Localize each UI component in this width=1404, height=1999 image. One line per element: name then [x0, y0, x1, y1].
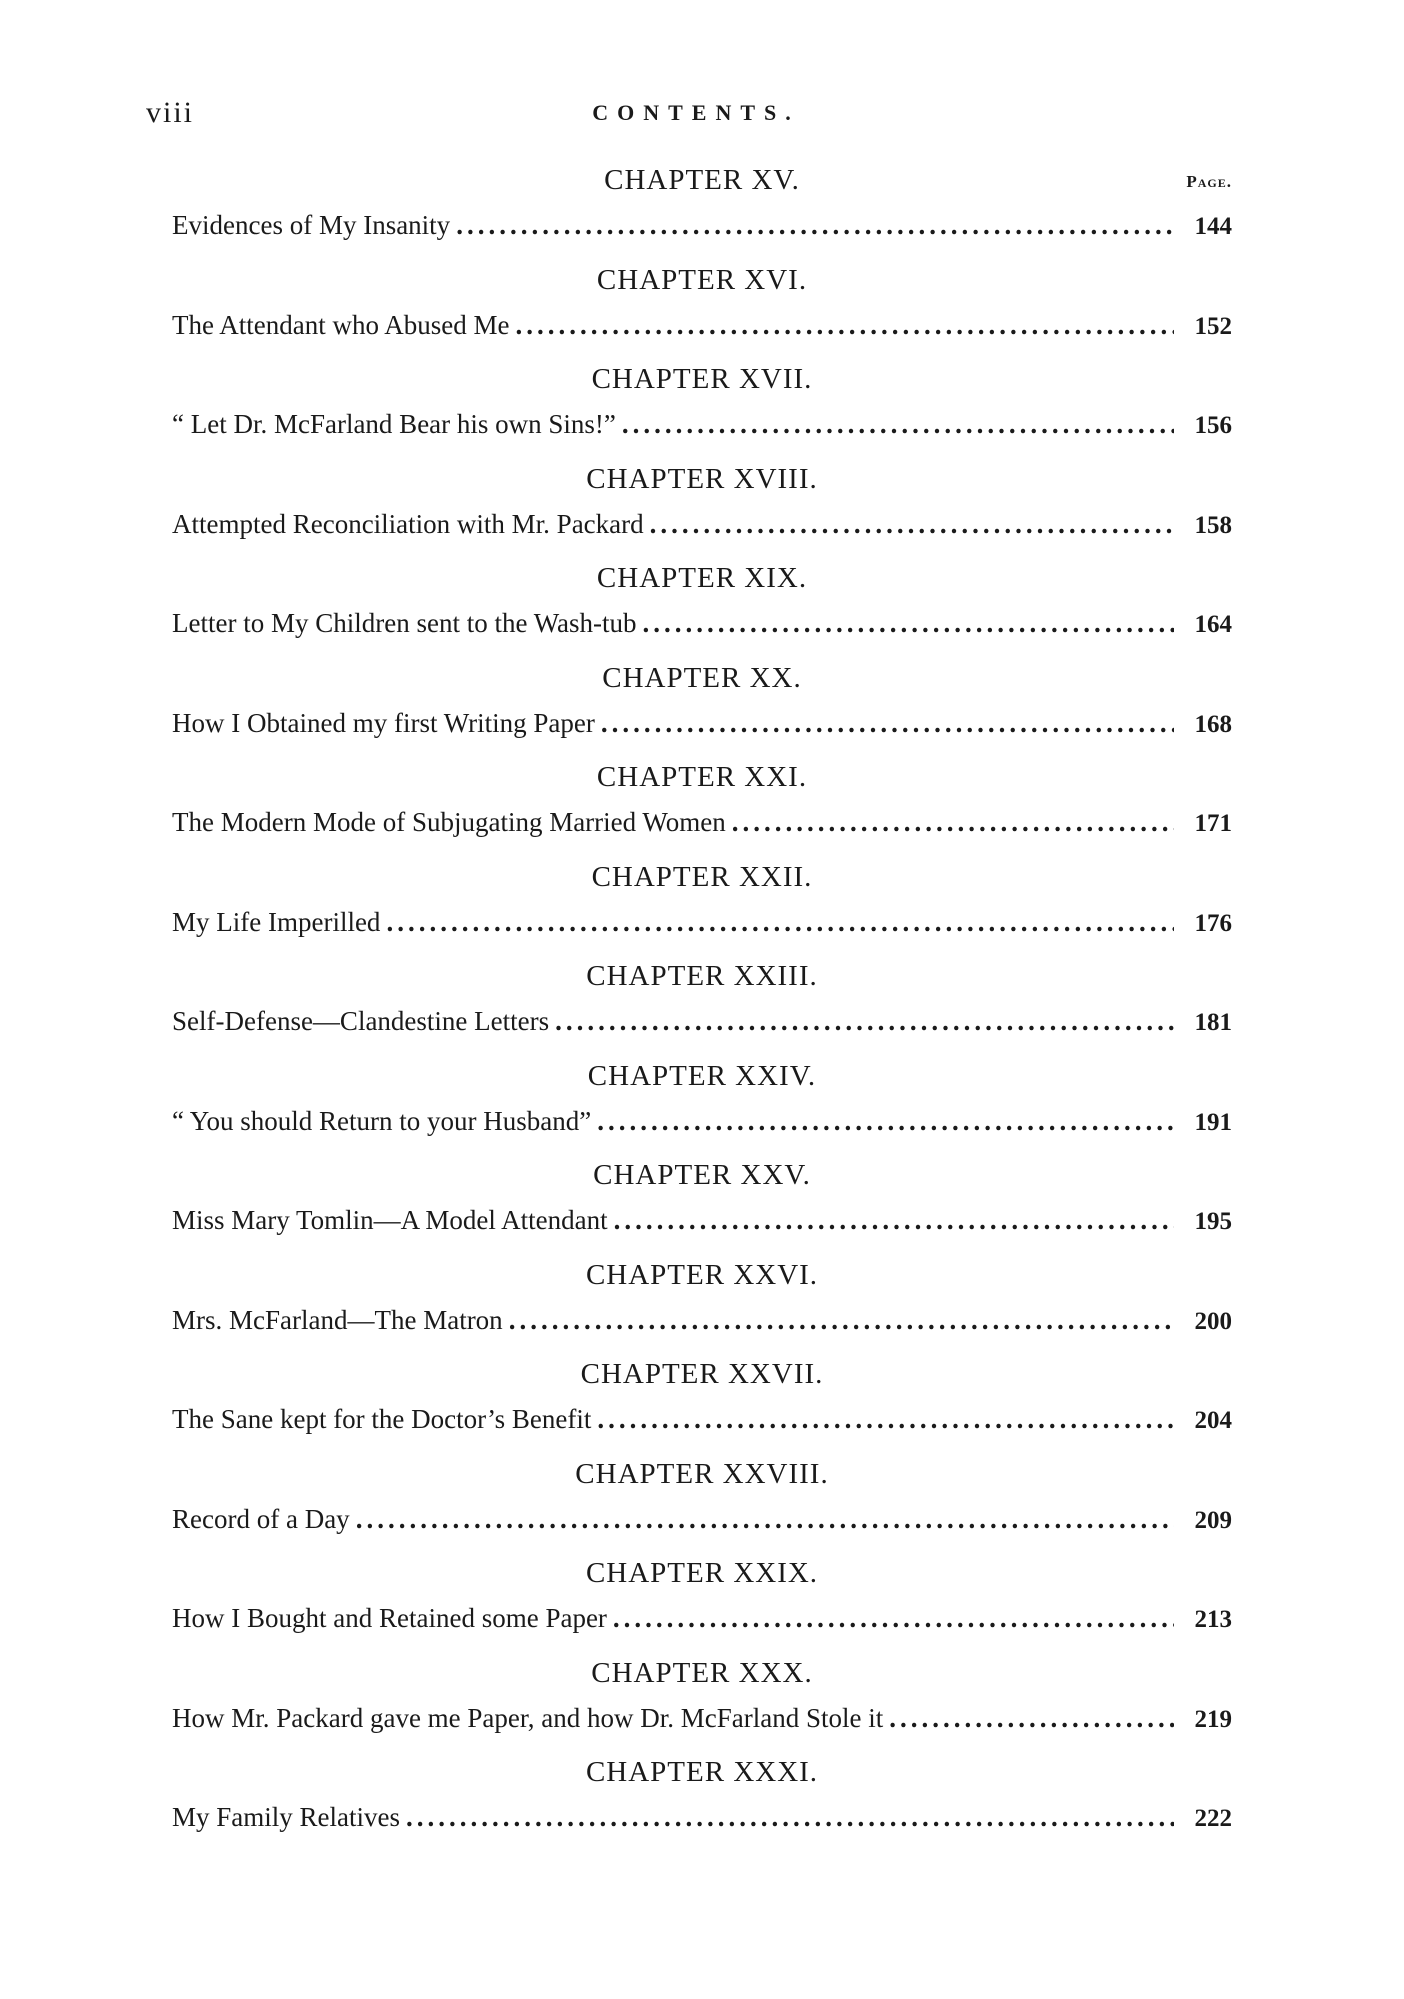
chapter-heading: CHAPTER XXV. — [593, 1159, 811, 1191]
toc-entry — [172, 1006, 1232, 1044]
chapter-block — [172, 855, 1232, 955]
table-of-contents — [172, 158, 1232, 1850]
chapter-page-number: 191 — [1194, 1108, 1232, 1136]
chapter-block — [172, 954, 1232, 1054]
toc-entry — [172, 608, 1232, 646]
running-title: CONTENTS. — [592, 100, 800, 125]
chapter-title: The Sane kept for the Doctor’s Benefit — [172, 1404, 592, 1434]
chapter-title: Mrs. McFarland—The Matron — [172, 1304, 503, 1335]
chapter-title: Evidences of My Insanity — [172, 210, 451, 240]
chapter-block — [172, 457, 1232, 557]
chapter-title: How I Obtained my first Writing Paper — [172, 707, 595, 738]
chapter-block — [172, 1750, 1232, 1850]
chapter-page-number: 158 — [1194, 511, 1232, 539]
dot-leader — [386, 907, 1174, 938]
chapter-heading: CHAPTER XX. — [602, 661, 802, 694]
toc-entry — [172, 1802, 1232, 1840]
chapter-block — [172, 656, 1232, 756]
toc-entry — [172, 1305, 1232, 1343]
chapter-page-number: 168 — [1194, 710, 1232, 738]
chapter-heading: CHAPTER XV. — [604, 164, 800, 196]
chapter-title: The Modern Mode of Subjugating Married Women — [172, 807, 726, 837]
chapter-heading: CHAPTER XXX. — [591, 1656, 813, 1689]
page-number: viii — [146, 96, 195, 129]
chapter-title: Letter to My Children sent to the Wash-tub — [172, 608, 637, 638]
chapter-block — [172, 1153, 1232, 1253]
toc-entry — [172, 907, 1232, 945]
chapter-heading: CHAPTER XVII. — [591, 363, 813, 395]
dot-leader — [601, 708, 1174, 739]
chapter-title: Miss Mary Tomlin—A Model Attendant — [172, 1205, 608, 1235]
toc-entry — [172, 310, 1232, 348]
toc-entry — [172, 409, 1232, 447]
chapter-block — [172, 258, 1232, 358]
chapter-block — [172, 1452, 1232, 1552]
toc-entry — [172, 807, 1232, 845]
chapter-title: The Attendant who Abused Me — [172, 309, 510, 340]
chapter-title: Attempted Reconciliation with Mr. Packard — [172, 508, 644, 539]
chapter-title: “ Let Dr. McFarland Bear his own Sins!” — [172, 409, 616, 439]
chapter-block — [172, 556, 1232, 656]
chapter-heading: CHAPTER XXVIII. — [575, 1457, 829, 1490]
dot-leader — [406, 1802, 1174, 1833]
chapter-title: How I Bought and Retained some Paper — [172, 1603, 607, 1633]
toc-entry — [172, 708, 1232, 746]
chapter-page-number: 156 — [1194, 412, 1232, 439]
chapter-heading: CHAPTER XXXI. — [585, 1756, 819, 1788]
chapter-block — [172, 1352, 1232, 1452]
chapter-block — [172, 1054, 1232, 1154]
dot-leader — [614, 1205, 1174, 1236]
dot-leader — [597, 1106, 1174, 1137]
chapter-page-number: 195 — [1194, 1208, 1232, 1235]
chapter-heading: CHAPTER XXII. — [591, 860, 813, 893]
page-column-label: Page. — [1186, 172, 1232, 191]
toc-entry — [172, 210, 1232, 248]
chapter-block — [172, 1651, 1232, 1751]
chapter-block — [172, 755, 1232, 855]
chapter-page-number: 209 — [1194, 1506, 1232, 1534]
dot-leader — [456, 210, 1174, 241]
chapter-title: My Life Imperilled — [172, 906, 381, 937]
chapter-page-number: 219 — [1194, 1705, 1232, 1733]
dot-leader — [555, 1006, 1174, 1037]
chapter-page-number: 213 — [1194, 1606, 1232, 1633]
dot-leader — [622, 409, 1174, 440]
toc-entry — [172, 1205, 1232, 1243]
toc-entry — [172, 1404, 1232, 1442]
chapter-block — [172, 158, 1232, 258]
dot-leader — [356, 1504, 1174, 1535]
chapter-block — [172, 1551, 1232, 1651]
chapter-page-number: 171 — [1194, 810, 1232, 837]
chapter-heading: CHAPTER XXIV. — [587, 1059, 817, 1092]
chapter-page-number: 181 — [1194, 1009, 1232, 1036]
toc-entry — [172, 1603, 1232, 1641]
chapter-page-number: 204 — [1194, 1407, 1232, 1434]
running-head — [146, 96, 1246, 136]
chapter-page-number: 164 — [1194, 611, 1232, 638]
chapter-heading: CHAPTER XXIII. — [586, 960, 818, 992]
toc-entry — [172, 509, 1232, 547]
chapter-heading: CHAPTER XXI. — [596, 761, 808, 793]
chapter-heading: CHAPTER XXVII. — [580, 1358, 824, 1390]
toc-entry — [172, 1504, 1232, 1542]
chapter-heading: CHAPTER XXVI. — [585, 1258, 819, 1291]
chapter-title: “ You should Return to your Husband” — [172, 1105, 592, 1136]
dot-leader — [509, 1305, 1174, 1336]
chapter-page-number: 222 — [1194, 1805, 1232, 1832]
chapter-page-number: 152 — [1194, 312, 1232, 340]
chapter-title: Record of a Day — [172, 1503, 350, 1534]
dot-leader — [889, 1703, 1174, 1734]
chapter-heading: CHAPTER XVI. — [596, 263, 808, 296]
toc-entry — [172, 1703, 1232, 1741]
chapter-heading: CHAPTER XVIII. — [586, 462, 818, 495]
dot-leader — [732, 807, 1174, 838]
chapter-title: My Family Relatives — [172, 1802, 400, 1832]
chapter-title: How Mr. Packard gave me Paper, and how Dr. McFarland Stole it — [172, 1702, 884, 1733]
chapter-page-number: 176 — [1194, 909, 1232, 937]
dot-leader — [613, 1603, 1174, 1634]
chapter-page-number: 144 — [1194, 213, 1232, 240]
chapter-block — [172, 1253, 1232, 1353]
dot-leader — [597, 1404, 1174, 1435]
chapter-title: Self-Defense—Clandestine Letters — [172, 1006, 550, 1036]
dot-leader — [650, 509, 1174, 540]
dot-leader — [515, 310, 1174, 341]
chapter-heading: CHAPTER XXIX. — [585, 1557, 819, 1589]
chapter-page-number: 200 — [1194, 1307, 1232, 1335]
dot-leader — [643, 608, 1175, 639]
toc-entry — [172, 1106, 1232, 1144]
chapter-heading: CHAPTER XIX. — [596, 562, 808, 594]
chapter-block — [172, 357, 1232, 457]
